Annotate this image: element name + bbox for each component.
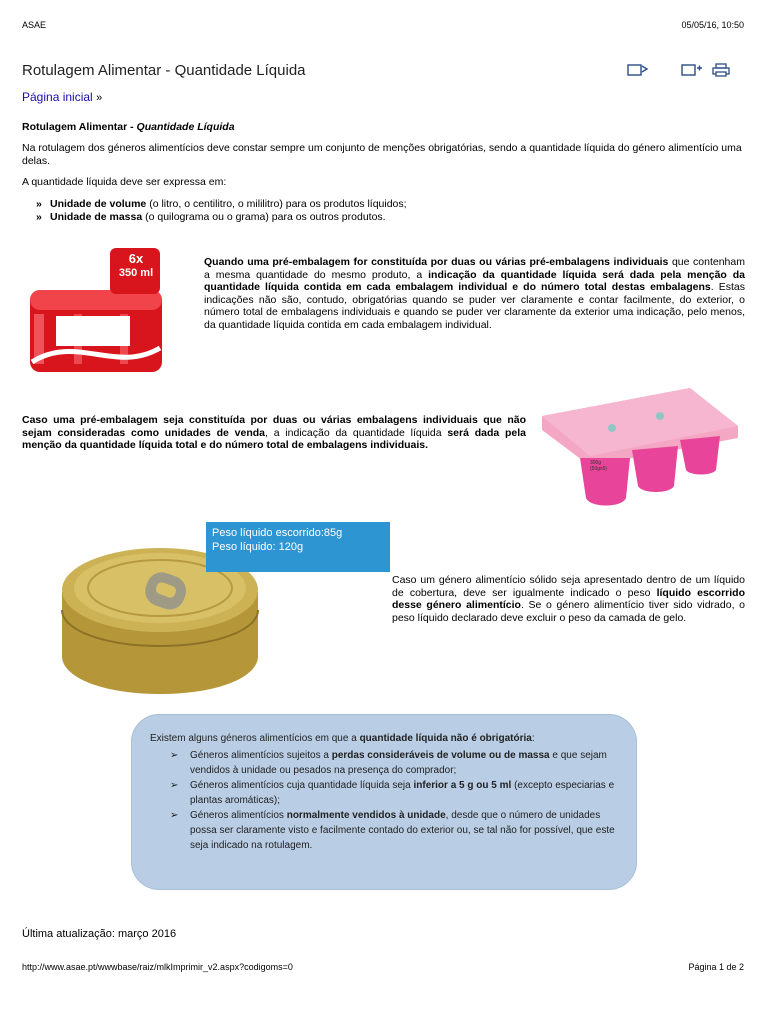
- exceptions-intro: Existem alguns géneros alimentícios em que a quantidade líquida não é obrigatória:: [150, 733, 535, 744]
- send-icon[interactable]: [627, 63, 649, 77]
- non-sales-unit-paragraph: Caso uma pré-embalagem seja constituída por duas ou várias embalagens individuais que não sejam consideradas como unidades de venda, a indicação da quantidade líquida será dada pela menção da quantidade líquida total e do número total de embalagens individuais.: [22, 414, 527, 451]
- print-icon[interactable]: [712, 63, 730, 77]
- list-item: ➢ Géneros alimentícios cuja quantidade líquida seja inferior a 5 g ou 5 ml (excepto especiarias e plantas aromáticas);: [170, 780, 615, 806]
- list-item: ➢ Géneros alimentícios normalmente vendidos à unidade, desde que o número de unidades possa ser claramente visto e facilmente contado do exterior ou, se tal não for possível, que este seja indicado na rotulagem.: [170, 810, 615, 851]
- home-link[interactable]: Página inicial: [22, 90, 93, 104]
- list-item: » Unidade de volume (o litro, o centilitro, o mililitro) para os produtos líquidos;: [36, 198, 407, 210]
- yogurt-weight-detail: (50gx6): [590, 466, 607, 472]
- drained-weight-paragraph: Caso um género alimentício sólido seja apresentado dentro de um líquido de cobertura, deve ser igualmente indicado o peso líquido escorrido desse género alimentício. Se o género alimentício tiver sido vidrado, o peso líquido declarado deve excluir o peso da camada de gelo.: [392, 574, 745, 624]
- breadcrumb-separator: »: [96, 92, 103, 104]
- article-heading: Rotulagem Alimentar - Quantidade Líquida: [22, 121, 235, 133]
- intro-paragraph: Na rotulagem dos géneros alimentícios deve constar sempre um conjunto de menções obrigatórias, sendo a quantidade líquida do género alimentício uma delas.: [22, 142, 742, 167]
- net-weight: Peso líquido: 120g: [212, 541, 304, 553]
- yogurt-weight: 300g: [590, 460, 602, 466]
- list-item: ➢ Géneros alimentícios sujeitos a perdas consideráveis de volume ou de massa e que sejam vendidos à unidade ou pesados na presença do comprador;: [170, 750, 607, 776]
- pack-volume: 350 ml: [118, 267, 154, 279]
- drained-weight: Peso líquido escorrido:85g: [212, 527, 343, 539]
- units-list: [22, 198, 407, 223]
- last-updated: Última atualização: março 2016: [22, 928, 177, 940]
- list-item: » Unidade de massa (o quilograma ou o grama) para os outros produtos.: [36, 210, 386, 223]
- page-title: Rotulagem Alimentar - Quantidade Líquida: [22, 62, 306, 79]
- multipack-paragraph: Quando uma pré-embalagem for constituída por duas ou várias pré-embalagens individuais que contenham a mesma quantidade do mesmo produto, a indicação da quantidade líquida será dada pela menção da quantidade líquida contida em cada embalagem individual e do número total destas embalagens. Estas indicações não são, contudo, obrigatórias quando se puder ver claramente e contar facilmente, do exterior, o número total de embalagens individuais e quando se puder ver claramente da exterior uma indicação, pelo menos, da quantidade líquida contida em cada embalagem individual.: [204, 256, 746, 331]
- six-pack-image: [26, 244, 166, 376]
- breadcrumb: [22, 90, 102, 104]
- net-weight-label: [206, 522, 390, 572]
- exceptions-list: [150, 748, 618, 853]
- add-favorite-icon[interactable]: [681, 63, 703, 77]
- print-datetime: 05/05/16, 10:50: [681, 20, 744, 30]
- footer-page: Página 1 de 2: [688, 962, 744, 972]
- site-name: ASAE: [22, 20, 47, 30]
- pack-count: 6x: [128, 251, 144, 266]
- footer-url: http://www.asae.pt/wwwbase/raiz/mlkImprimir_v2.aspx?codigoms=0: [22, 962, 293, 972]
- exceptions-box: [131, 714, 637, 890]
- yogurt-pack-image: [540, 386, 740, 510]
- expression-intro: A quantidade líquida deve ser expressa em:: [22, 176, 227, 188]
